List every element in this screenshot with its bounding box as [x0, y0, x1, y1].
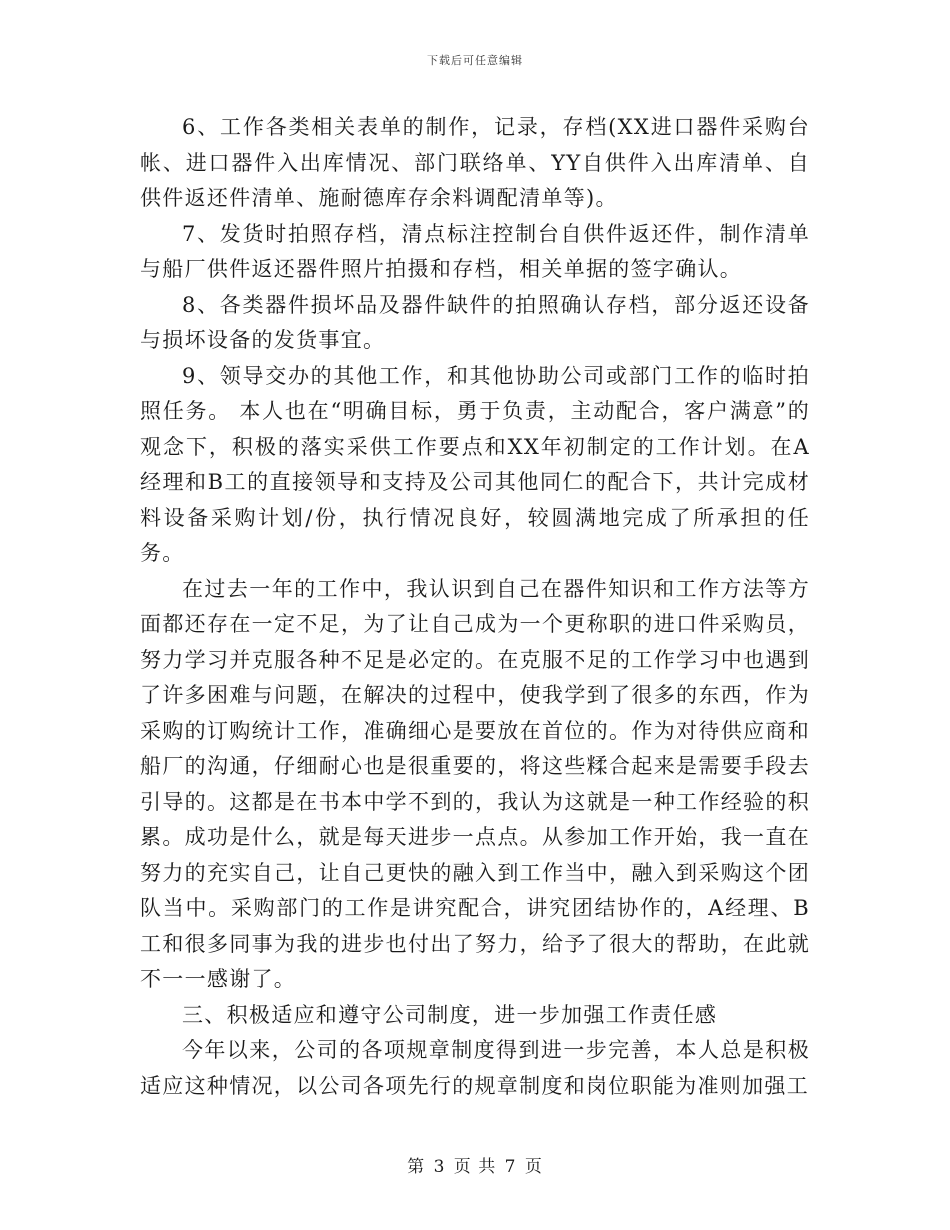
- footer-current-page: 3: [433, 1157, 446, 1177]
- footer-middle: 页 共: [453, 1157, 497, 1177]
- paragraph-item-9: 9、领导交办的其他工作，和其他协助公司或部门工作的临时拍照任务。 本人也在“明确目标，勇于负责，主动配合，客户满意”的观念下，积极的落实采供工作要点和XX年初制定的工作计划。在A经理和B工的直接领导和支持及公司其他同仁的配合下，共计完成材料设备采购计划/份，执行情况良好，较圆满地完成了所承担的任务。: [140, 363, 810, 565]
- footer-suffix: 页: [524, 1157, 543, 1177]
- paragraph-reflection: 在过去一年的工作中，我认识到自己在器件知识和工作方法等方面都还存在一定不足，为了让自己成为一个更称职的进口件采购员，努力学习并克服各种不足是必定的。在克服不足的工作学习中也遇到了许多困难与问题，在解决的过程中，使我学到了很多的东西，作为采购的订购统计工作，准确细心是要放在首位的。作为对待供应商和船厂的沟通，仔细耐心也是很重要的，将这些糅合起来是需要手段去引导的。这都是在书本中学不到的，我认为这就是一种工作经验的积累。成功是什么，就是每天进步一点点。从参加工作开始，我一直在努力的充实自己，让自己更快的融入到工作当中，融入到采购这个团队当中。采购部门的工作是讲究配合，讲究团结协作的，A经理、B工和很多同事为我的进步也付出了努力，给予了很大的帮助，在此就不一一感谢了。: [140, 576, 810, 991]
- footer-total-pages: 7: [504, 1157, 517, 1177]
- paragraph-item-6: 6、工作各类相关表单的制作，记录，存档(XX进口器件采购台帐、进口器件入出库情况、部门联络单、YY自供件入出库清单、自供件返还件清单、施耐德库存余料调配清单等)。: [140, 115, 810, 210]
- section-heading-3: 三、积极适应和遵守公司制度，进一步加强工作责任感: [182, 1002, 718, 1027]
- paragraph-item-8: 8、各类器件损坏品及器件缺件的拍照确认存档，部分返还设备与损坏设备的发货事宜。: [140, 292, 810, 352]
- page-footer: [0, 1152, 950, 1177]
- paragraph-item-7: 7、发货时拍照存档，清点标注控制台自供件返还件，制作清单与船厂供件返还器件照片拍摄和存档，相关单据的签字确认。: [140, 221, 810, 281]
- paragraph-section-3-intro: 今年以来，公司的各项规章制度得到进一步完善，本人总是积极适应这种情况，以公司各项先行的规章制度和岗位职能为准则加强工: [140, 1038, 810, 1098]
- document-body: [140, 110, 810, 1104]
- footer-prefix: 第: [407, 1157, 426, 1177]
- header-note: 下载后可任意编辑: [427, 54, 523, 67]
